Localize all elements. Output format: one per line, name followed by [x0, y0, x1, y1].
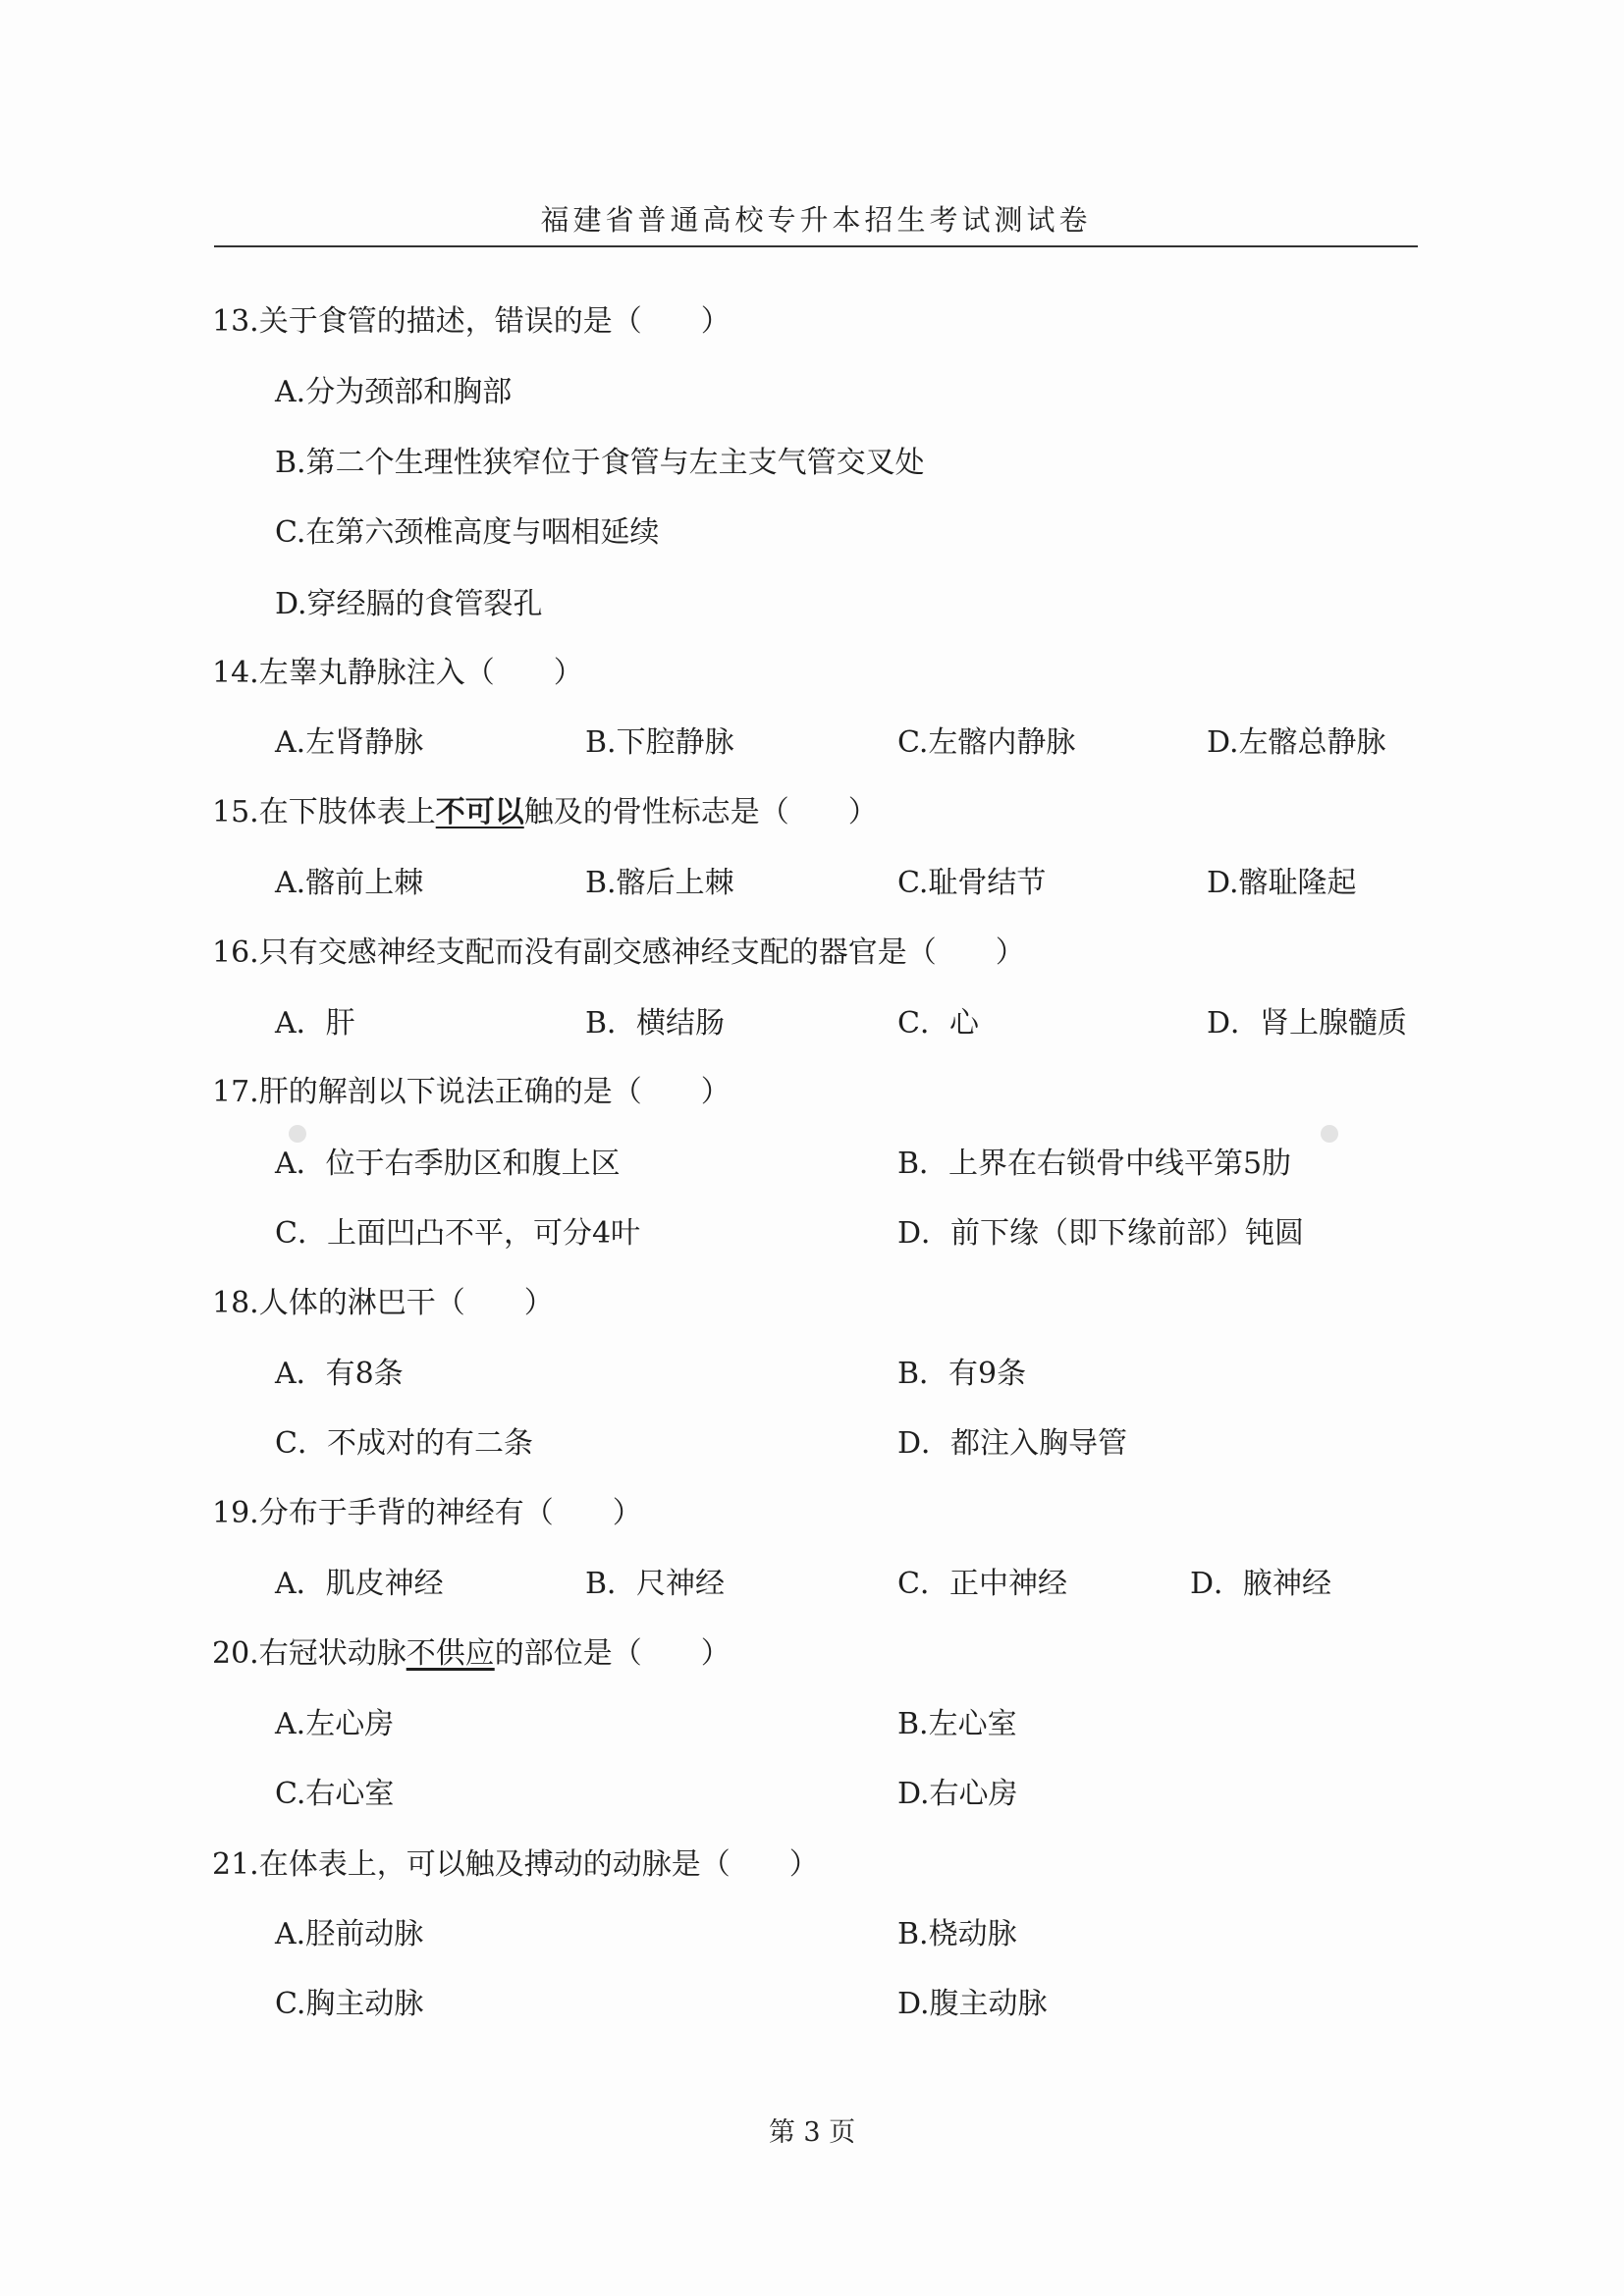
question-14-option-b: B.下腔静脉	[585, 725, 734, 760]
question-18-option-b: B．有9条	[897, 1357, 1027, 1391]
question-15-option-a: A.髂前上棘	[275, 866, 424, 900]
question-17-option-d: D．前下缘（即下缘前部）钝圆	[897, 1216, 1305, 1251]
question-15-option-b: B.髂后上棘	[585, 866, 734, 900]
question-16-option-a: A．肝	[275, 1006, 355, 1041]
question-20-option-b: B.左心室	[897, 1707, 1017, 1741]
question-19-option-a: A．肌皮神经	[275, 1567, 444, 1601]
question-20-option-d: D.右心房	[897, 1777, 1018, 1811]
question-15-emphasis: 不可以	[435, 795, 524, 829]
question-17-stem: 17.肝的解剖以下说法正确的是（ ）	[212, 1075, 731, 1109]
question-20-option-a: A.左心房	[275, 1707, 395, 1741]
question-19-option-c: C．正中神经	[897, 1567, 1067, 1601]
question-21-option-d: D.腹主动脉	[897, 1987, 1048, 2021]
question-17-option-a: A．位于右季肋区和腹上区	[275, 1147, 621, 1181]
question-15-option-c: C.耻骨结节	[897, 866, 1047, 900]
question-16-option-d: D．肾上腺髓质	[1207, 1006, 1408, 1041]
question-14-option-c: C.左髂内静脉	[897, 725, 1076, 760]
question-13-stem: 13.关于食管的描述，错误的是（ ）	[212, 304, 731, 339]
question-20-emphasis: 不供应	[406, 1636, 495, 1671]
question-19-option-b: B．尺神经	[585, 1567, 726, 1601]
question-18-option-a: A．有8条	[275, 1357, 404, 1391]
question-17-option-c: C．上面凹凸不平，可分4叶	[275, 1216, 641, 1251]
question-19-stem: 19.分布于手背的神经有（ ）	[212, 1496, 642, 1530]
page-header-title: 福建省普通高校专升本招生考试测试卷	[540, 203, 1092, 237]
question-21-option-c: C.胸主动脉	[275, 1987, 424, 2021]
question-13-option-c: C.在第六颈椎高度与咽相延续	[275, 515, 660, 550]
page-number: 第 3 页	[768, 2117, 856, 2148]
question-16-option-b: B．横结肠	[585, 1006, 726, 1041]
question-21-option-a: A.胫前动脉	[275, 1917, 424, 1951]
question-13-option-d: D.穿经膈的食管裂孔	[275, 587, 543, 621]
question-21-stem: 21.在体表上，可以触及搏动的动脉是（ ）	[212, 1847, 819, 1882]
header-divider	[214, 245, 1418, 247]
question-14-option-d: D.左髂总静脉	[1207, 725, 1386, 760]
question-20-stem-suffix: 的部位是（ ）	[494, 1636, 731, 1671]
question-19-option-d: D．腋神经	[1190, 1567, 1332, 1601]
question-20-stem-prefix: 20.右冠状动脉	[212, 1636, 406, 1671]
question-18-stem: 18.人体的淋巴干（ ）	[212, 1286, 554, 1320]
question-15-stem	[212, 793, 878, 832]
question-18-option-d: D．都注入胸导管	[897, 1426, 1128, 1461]
question-16-option-c: C．心	[897, 1006, 979, 1041]
question-13-option-a: A.分为颈部和胸部	[275, 375, 513, 409]
question-14-option-a: A.左肾静脉	[275, 725, 424, 760]
question-15-option-d: D.髂耻隆起	[1207, 866, 1357, 900]
scan-speck	[289, 1125, 306, 1143]
scan-speck	[1321, 1125, 1338, 1143]
question-16-stem: 16.只有交感神经支配而没有副交感神经支配的器官是（ ）	[212, 935, 1025, 970]
question-21-option-b: B.桡动脉	[897, 1917, 1017, 1951]
question-17-option-b: B．上界在右锁骨中线平第5肋	[897, 1147, 1292, 1181]
question-20-option-c: C.右心室	[275, 1777, 395, 1811]
question-18-option-c: C．不成对的有二条	[275, 1426, 533, 1461]
question-14-stem: 14.左睾丸静脉注入（ ）	[212, 656, 583, 690]
question-13-option-b: B.第二个生理性狭窄位于食管与左主支气管交叉处	[275, 446, 925, 480]
question-15-stem-prefix: 15.在下肢体表上	[212, 795, 436, 829]
question-15-stem-suffix: 触及的骨性标志是（ ）	[523, 795, 878, 829]
question-20-stem	[212, 1634, 731, 1674]
